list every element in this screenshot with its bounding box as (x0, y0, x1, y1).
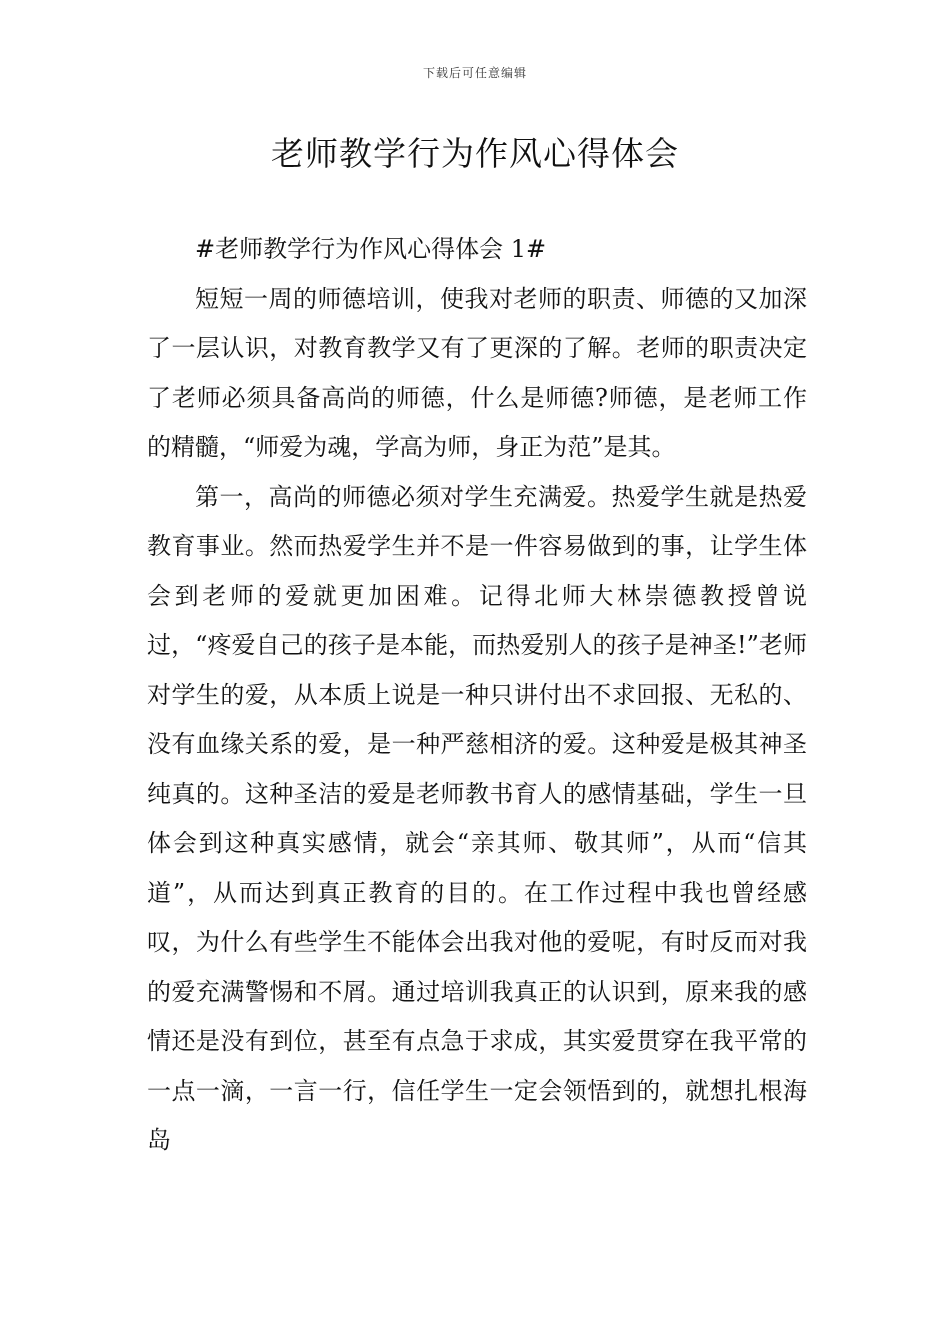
paragraph-1: 短短一周的师德培训，使我对老师的职责、师德的又加深了一层认识，对教育教学又有了更深的了解。老师的职责决定了老师必须具备高尚的师德，什么是师德?师德，是老师工作的精髓，“师爱为魂，学高为师，身正为范”是其。 (147, 284, 807, 461)
header-note: 下载后可任意编辑 (422, 66, 527, 80)
document-body (147, 225, 807, 1166)
document-title: 老师教学行为作风心得体会 (271, 134, 679, 173)
section-heading: #老师教学行为作风心得体会 1# (195, 235, 547, 263)
paragraph-2: 第一，高尚的师德必须对学生充满爱。热爱学生就是热爱教育事业。然而热爱学生并不是一件容易做到的事，让学生体会到老师的爱就更加困难。记得北师大林崇德教授曾说过，“疼爱自己的孩子是本能，而热爱别人的孩子是神圣!”老师对学生的爱，从本质上说是一种只讲付出不求回报、无私的、没有血缘关系的爱，是一种严慈相济的爱。这种爱是极其神圣纯真的。这种圣洁的爱是老师教书育人的感情基础，学生一旦体会到这种真实感情，就会“亲其师、敬其师”，从而“信其道”，从而达到真正教育的目的。在工作过程中我也曾经感叹，为什么有些学生不能体会出我对他的爱呢，有时反而对我的爱充满警惕和不屑。通过培训我真正的认识到，原来我的感情还是没有到位，甚至有点急于求成，其实爱贯穿在我平常的一点一滴，一言一行，信任学生一定会领悟到的，就想扎根海岛 (147, 482, 807, 1154)
